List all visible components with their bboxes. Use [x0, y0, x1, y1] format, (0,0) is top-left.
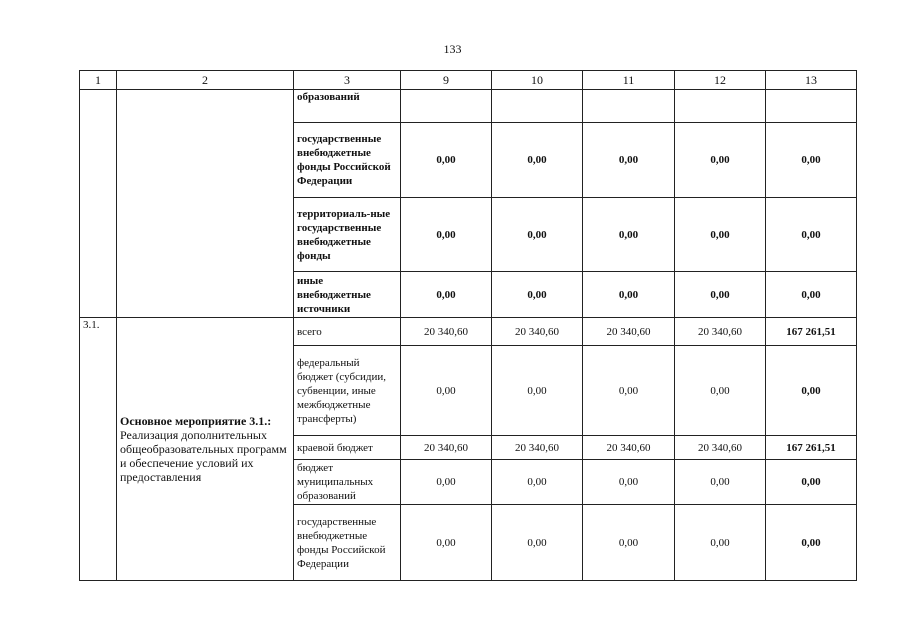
value-cell [583, 90, 675, 123]
value-cell: 0,00 [492, 346, 583, 436]
value-cell: 0,00 [583, 346, 675, 436]
funding-source-cell: государственные внебюджетные фонды Российской Федерации [294, 123, 401, 198]
measure-name-cell [117, 90, 294, 318]
value-cell [675, 90, 766, 123]
funding-source-cell: территориаль-ные государственные внебюджетные фонды [294, 198, 401, 272]
funding-source-cell: иные внебюджетные источники [294, 272, 401, 318]
value-cell: 0,00 [766, 198, 857, 272]
value-cell: 20 340,60 [583, 436, 675, 460]
measure-title-text: Реализация дополнительных общеобразовательных программ и обеспечение условий их предоставления [120, 428, 287, 484]
column-header: 3 [294, 71, 401, 90]
column-header: 11 [583, 71, 675, 90]
value-cell: 20 340,60 [401, 318, 492, 346]
value-cell: 0,00 [583, 198, 675, 272]
value-cell: 0,00 [401, 198, 492, 272]
column-header: 10 [492, 71, 583, 90]
value-cell: 20 340,60 [492, 318, 583, 346]
funding-source-cell: образований [294, 90, 401, 123]
row-number-cell: 3.1. [80, 318, 117, 581]
value-cell: 0,00 [401, 123, 492, 198]
column-header: 12 [675, 71, 766, 90]
value-cell: 0,00 [401, 272, 492, 318]
value-cell: 0,00 [675, 198, 766, 272]
value-cell: 0,00 [401, 505, 492, 581]
page-number: 133 [443, 42, 462, 56]
value-cell: 0,00 [401, 346, 492, 436]
value-cell: 0,00 [583, 505, 675, 581]
value-cell: 0,00 [492, 460, 583, 505]
table-row [80, 318, 857, 346]
value-cell: 0,00 [583, 460, 675, 505]
value-cell: 0,00 [766, 272, 857, 318]
value-cell: 0,00 [675, 460, 766, 505]
column-header: 2 [117, 71, 294, 90]
value-cell: 167 261,51 [766, 436, 857, 460]
measure-name-cell [117, 318, 294, 581]
value-cell: 0,00 [675, 505, 766, 581]
measure-title-bold: Основное мероприятие 3.1.: [120, 414, 272, 428]
value-cell: 0,00 [492, 198, 583, 272]
value-cell: 0,00 [766, 505, 857, 581]
column-header: 13 [766, 71, 857, 90]
value-cell: 0,00 [583, 272, 675, 318]
value-cell: 0,00 [675, 272, 766, 318]
funding-source-cell: государственные внебюджетные фонды Российской Федерации [294, 505, 401, 581]
value-cell: 20 340,60 [675, 318, 766, 346]
value-cell: 0,00 [492, 272, 583, 318]
value-cell: 167 261,51 [766, 318, 857, 346]
value-cell: 20 340,60 [583, 318, 675, 346]
value-cell [401, 90, 492, 123]
value-cell: 0,00 [583, 123, 675, 198]
value-cell [766, 90, 857, 123]
funding-source-cell: краевой бюджет [294, 436, 401, 460]
value-cell: 0,00 [492, 123, 583, 198]
value-cell: 20 340,60 [401, 436, 492, 460]
row-number-cell [80, 90, 117, 318]
value-cell [492, 90, 583, 123]
value-cell: 0,00 [766, 123, 857, 198]
funding-source-cell: всего [294, 318, 401, 346]
value-cell: 20 340,60 [492, 436, 583, 460]
funding-source-cell: федеральный бюджет (субсидии, субвенции, иные межбюджетные трансферты) [294, 346, 401, 436]
column-header: 9 [401, 71, 492, 90]
value-cell: 0,00 [675, 123, 766, 198]
budget-table [79, 70, 857, 581]
value-cell: 20 340,60 [675, 436, 766, 460]
column-header: 1 [80, 71, 117, 90]
table-header-row [80, 71, 857, 90]
value-cell: 0,00 [401, 460, 492, 505]
value-cell: 0,00 [766, 346, 857, 436]
table-row [80, 90, 857, 123]
value-cell: 0,00 [492, 505, 583, 581]
value-cell: 0,00 [766, 460, 857, 505]
value-cell: 0,00 [675, 346, 766, 436]
funding-source-cell: бюджет муниципальных образований [294, 460, 401, 505]
